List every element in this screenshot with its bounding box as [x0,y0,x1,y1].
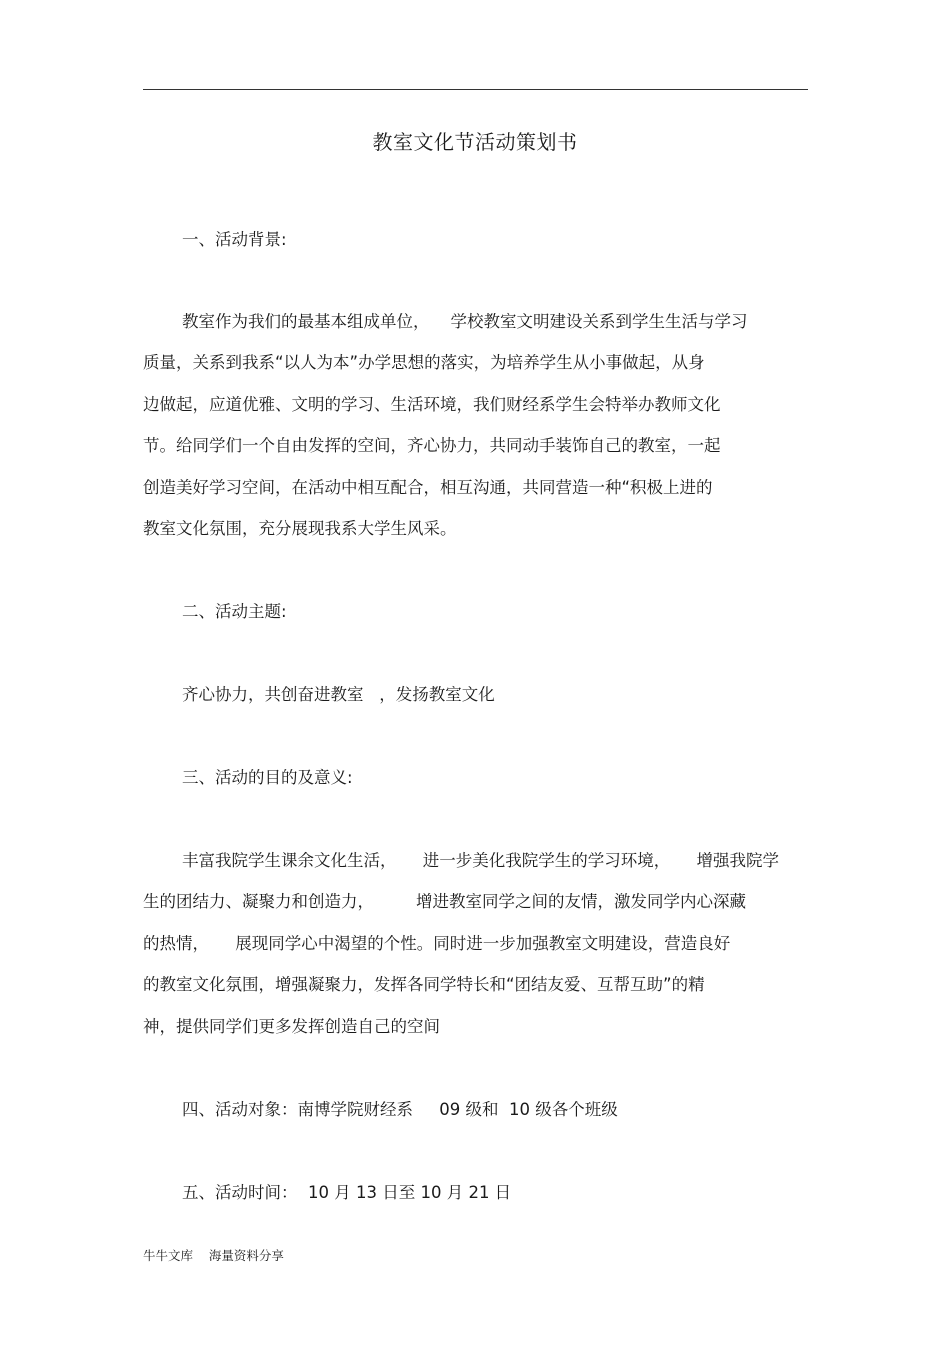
purpose-line-5: 神，提供同学们更多发挥创造自己的空间 [143,1017,440,1036]
document-title: 教室文化节活动策划书 [372,130,578,154]
section-heading-purpose: 三、活动的目的及意义: [182,768,353,787]
section-heading-background: 一、活动背景: [182,230,287,249]
header-rule [143,89,808,90]
purpose-line-2: 生的团结力、凝聚力和创造力， 增进教室同学之间的友情，激发同学内心深藏 [143,892,746,911]
purpose-line-4: 的教室文化氛围，增强凝聚力，发挥各同学特长和“团结友爱、互帮互助”的精 [143,975,705,994]
purpose-line-1: 丰富我院学生课余文化生活， 进一步美化我院学生的学习环境， 增强我院学 [182,851,779,870]
theme-text: 齐心协力，共创奋进教室 ，发扬教室文化 [182,685,495,704]
background-line-3: 边做起，应道优雅、文明的学习、生活环境，我们财经系学生会特举办教师文化 [143,395,721,414]
background-line-6: 教室文化氛围，充分展现我系大学生风采。 [143,519,457,538]
background-line-2: 质量，关系到我系“以人为本”办学思想的落实，为培养学生从小事做起，从身 [143,353,705,372]
footer-text: 牛牛文库 海量资料分享 [143,1248,284,1263]
background-line-5: 创造美好学习空间，在活动中相互配合，相互沟通，共同营造一种“积极上进的 [143,478,713,497]
purpose-line-3: 的热情， 展现同学心中渴望的个性。同时进一步加强教室文明建设，营造良好 [143,934,731,953]
section-target: 四、活动对象：南博学院财经系 09 级和 10 级各个班级 [182,1100,618,1119]
background-line-1: 教室作为我们的最基本组成单位， 学校教室文明建设关系到学生生活与学习 [182,312,748,331]
section-heading-theme: 二、活动主题: [182,602,287,621]
background-line-4: 节。给同学们一个自由发挥的空间，齐心协力，共同动手装饰自己的教室，一起 [143,436,721,455]
section-time: 五、活动时间： 10 月 13 日至 10 月 21 日 [182,1183,512,1202]
